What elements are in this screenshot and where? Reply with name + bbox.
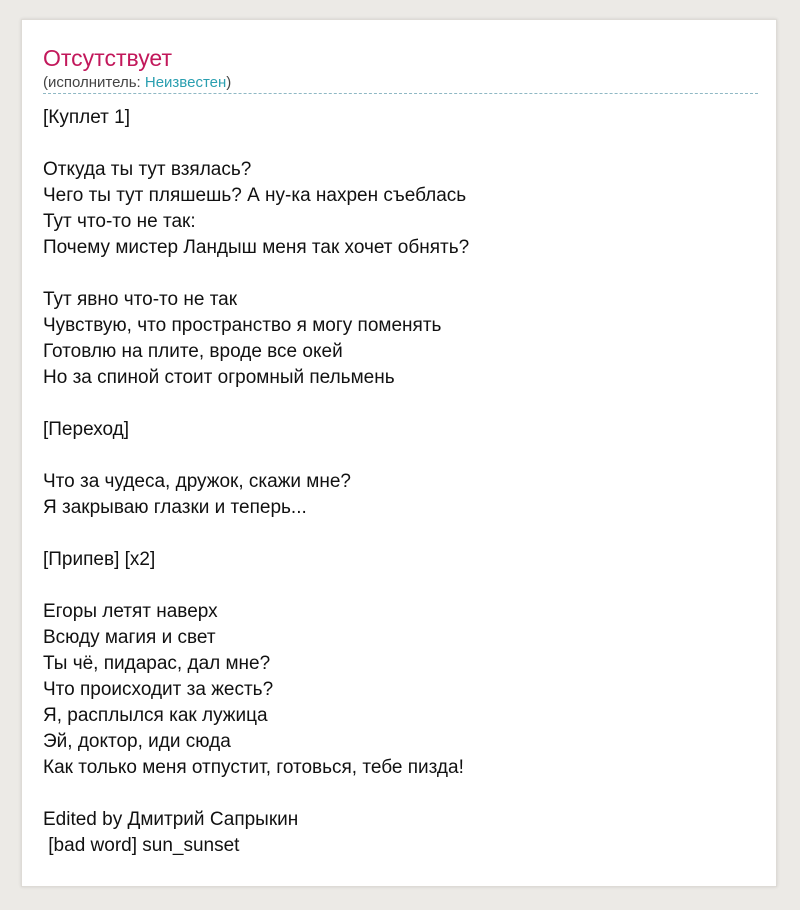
lyric-line <box>43 573 758 599</box>
lyric-line: [Куплет 1] <box>43 107 130 128</box>
lyric-line: Тут что-то не так: <box>43 211 196 232</box>
lyric-line: Как только меня отпустит, готовься, тебе пизда! <box>43 757 464 778</box>
artist-line <box>43 73 231 93</box>
lyric-line: Егоры летят наверх <box>43 601 218 622</box>
lyric-line <box>43 521 758 547</box>
lyric-line: Что происходит за жесть? <box>43 679 274 700</box>
lyric-line: Чего ты тут пляшешь? А ну-ка нахрен съеблась <box>43 185 467 206</box>
artist-prefix: (исполнитель: <box>43 74 145 91</box>
lyric-line: Edited by Дмитрий Сапрыкин <box>43 809 299 830</box>
lyric-line <box>43 261 758 287</box>
lyric-line: Ты чё, пидарас, дал мне? <box>43 653 271 674</box>
lyric-line: Но за спиной стоит огромный пельмень <box>43 367 395 388</box>
artist-suffix: ) <box>226 74 232 91</box>
lyric-line <box>43 391 758 417</box>
lyric-line <box>43 781 758 807</box>
artist-link[interactable]: Неизвестен <box>144 74 227 91</box>
lyric-line: [Переход] <box>43 419 130 440</box>
lyric-line: [Припев] [x2] <box>43 549 156 570</box>
lyric-line: Тут явно что-то не так <box>43 289 238 310</box>
title-divider <box>43 93 758 94</box>
lyric-line: Всюду магия и свет <box>43 627 216 648</box>
lyric-line <box>43 443 758 469</box>
lyric-line: Чувствую, что пространство я могу поменять <box>43 315 442 336</box>
lyric-line: [bad word] sun_sunset <box>43 835 240 856</box>
lyric-line: Откуда ты тут взялась? <box>43 159 252 180</box>
lyric-line: Почему мистер Ландыш меня так хочет обнять? <box>43 237 470 258</box>
lyric-line: Я, расплылся как лужица <box>43 705 268 726</box>
lyrics-text <box>43 105 758 859</box>
lyric-line: Эй, доктор, иди сюда <box>43 731 231 752</box>
lyric-line <box>43 131 758 157</box>
song-title: Отсутствует <box>43 45 172 71</box>
lyric-line: Готовлю на плите, вроде все окей <box>43 341 343 362</box>
lyrics-card <box>21 19 777 887</box>
lyric-line: Я закрываю глазки и теперь... <box>43 497 307 518</box>
lyric-line: Что за чудеса, дружок, скажи мне? <box>43 471 351 492</box>
